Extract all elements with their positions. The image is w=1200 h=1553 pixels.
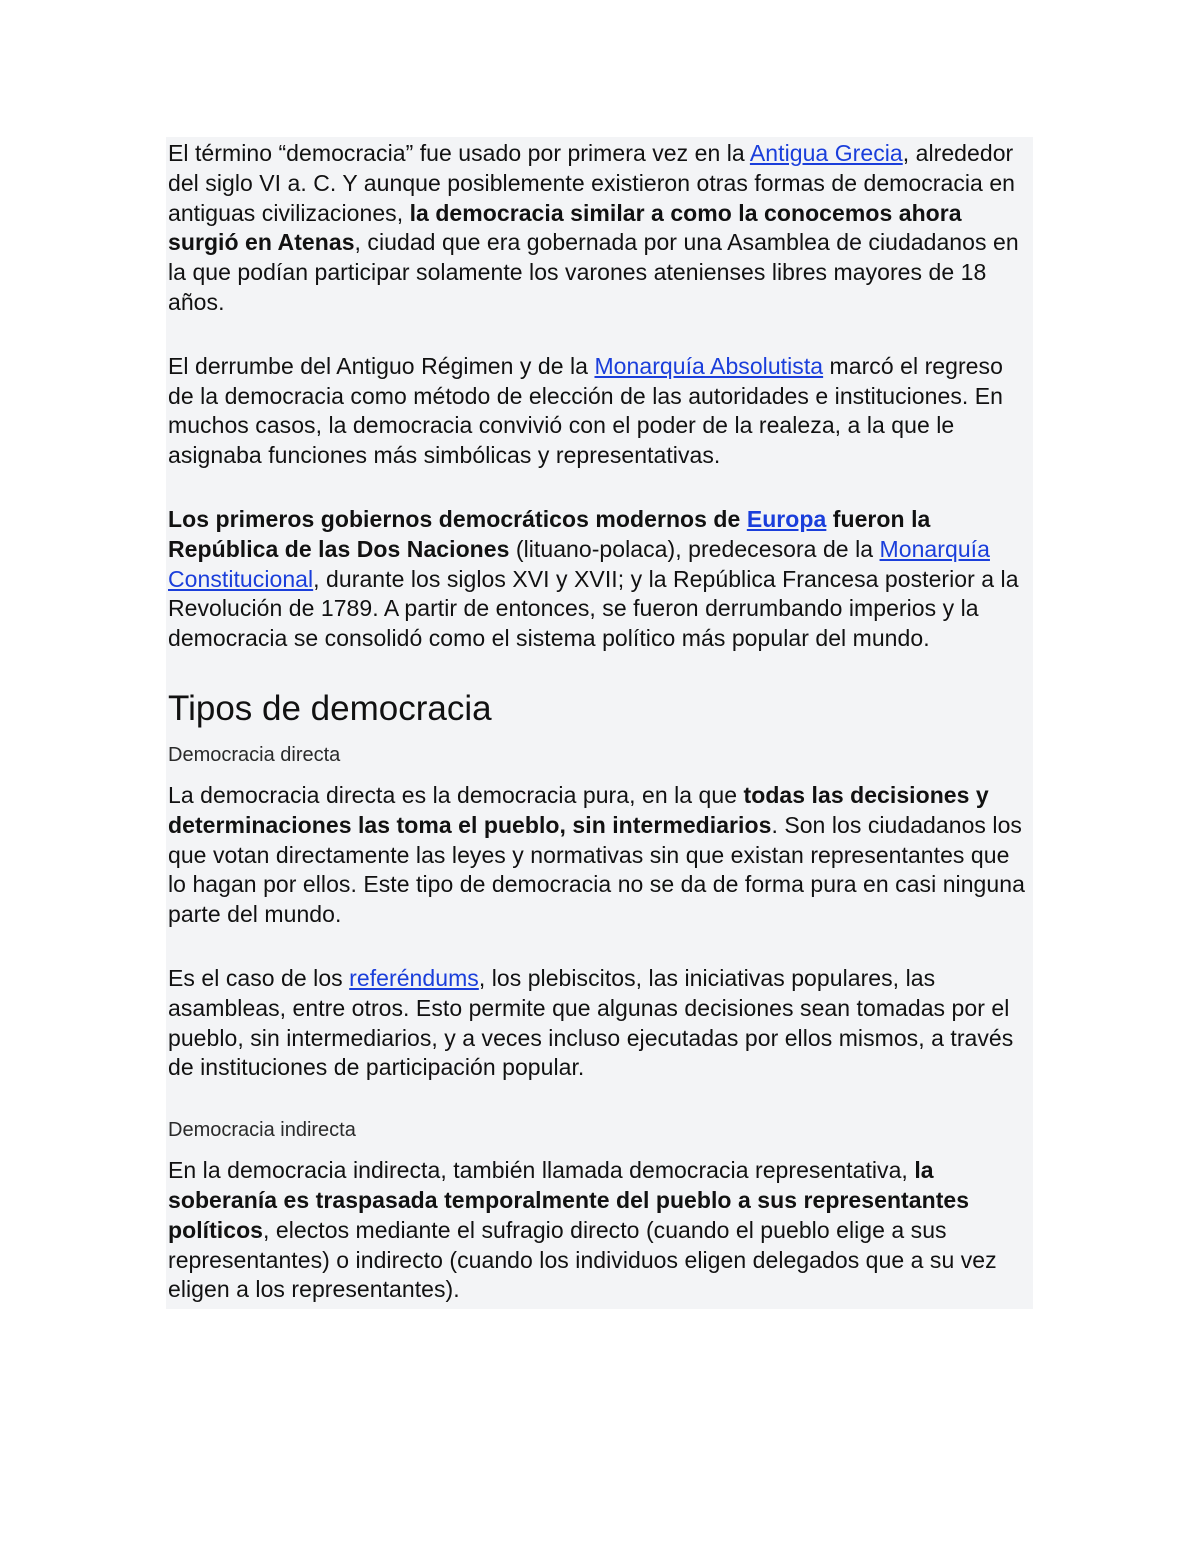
paragraph-text: Es el caso de los [168,964,350,991]
paragraph-text: La democracia directa es la democracia pura, en la que [168,781,744,808]
paragraph-text: , ciudad que era gobernada por una Asamblea de ciudadanos en la que podían participar solamente los varones atenienses libres mayores de 18 años. [168,229,1019,315]
paragraph-text: , los plebiscitos, las iniciativas populares, las asambleas, entre otros. Esto permite que algunas decisiones sean tomadas por el pueblo, sin intermediarios, y a veces incluso ejecutadas por ellos mismos, a través de instituciones de participación popular. [168,964,1014,1081]
paragraph-text: El derrumbe del Antiguo Régimen y de la [168,352,595,379]
document-body [166,137,1033,1309]
paragraph-referendums [168,964,1033,1083]
paragraph-text: El término “democracia” fue usado por primera vez en la [168,140,750,166]
paragraph-text: . Son los ciudadanos los que votan directamente las leyes y normativas sin que existan representantes que lo hagan por ellos. Este tipo de democracia no se da de forma pura en casi ninguna parte del mundo. [168,811,1025,928]
subheading-democracia-directa: Democracia directa [168,743,341,766]
paragraph-text: marcó el regreso de la democracia como método de elección de las autoridades e instituciones. En muchos casos, la democracia convivió con el poder de la realeza, a la que le asignaba funciones más simbólicas y representativas. [168,352,1003,469]
paragraph-democracia-indirecta [168,1156,1033,1305]
paragraph-text: , durante los siglos XVI y XVII; y la República Francesa posterior a la Revolución de 1789. A partir de entonces, se fueron derrumbando imperios y la democracia se consolidó como el sistema político más popular del mundo. [168,565,1019,652]
paragraph-gobiernos-modernos [168,505,1033,654]
paragraph-text: (lituano-polaca), predecesora de la [509,535,880,562]
subheading-democracia-indirecta: Democracia indirecta [168,1119,356,1142]
link-referendums[interactable]: referéndums [349,964,479,991]
link-europa[interactable]: Europa [746,505,827,532]
paragraph-text: En la democracia indirecta, también llamada democracia representativa, [168,1157,915,1184]
paragraph-antiguo-regimen [168,352,1033,471]
link-monarquia-constitucional[interactable]: Monarquía Constitucional [168,535,990,592]
bold-text: la democracia similar a como la conocemos ahora surgió en Atenas [168,199,962,256]
paragraph-origin [168,139,1033,318]
paragraph-text: , alrededor del siglo VI a. C. Y aunque posiblemente existieron otras formas de democracia en antiguas civilizaciones, [168,140,1016,226]
section-heading: Tipos de democracia [168,688,492,728]
link-monarquia-absolutista[interactable]: Monarquía Absolutista [594,352,824,379]
bold-text: Los primeros gobiernos democráticos modernos de [168,505,747,532]
paragraph-democracia-directa [168,781,1033,930]
link-antigua-grecia[interactable]: Antigua Grecia [749,140,903,166]
bold-text: fueron la República de las Dos Naciones [168,505,931,562]
paragraph-text: , electos mediante el sufragio directo (cuando el pueblo elige a sus representantes) o indirecto (cuando los individuos eligen delegados que a su vez eligen a los representantes). [168,1216,997,1303]
bold-text: todas las decisiones y determinaciones las toma el pueblo, sin intermediarios [168,781,989,838]
bold-text: la soberanía es traspasada temporalmente del pueblo a sus representantes políticos [168,1157,970,1243]
